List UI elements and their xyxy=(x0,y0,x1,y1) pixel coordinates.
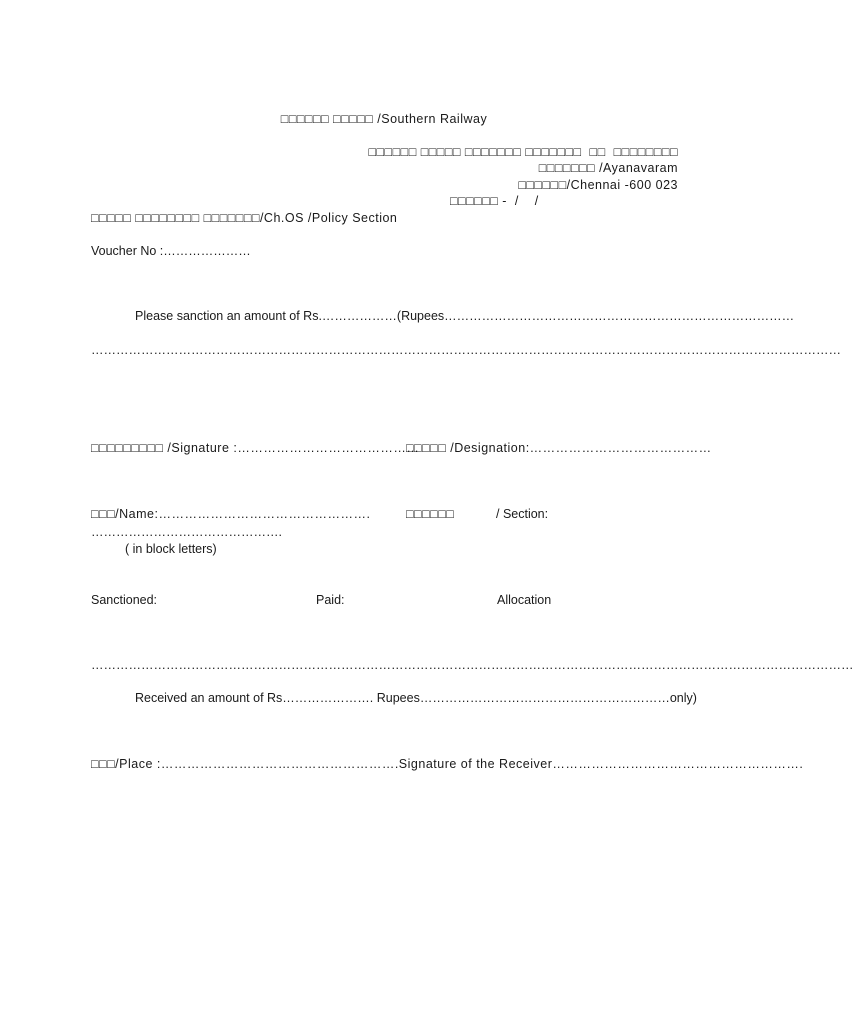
sanction-request-line: Please sanction an amount of Rs.………………(Rupees………………………………………………………………………… xyxy=(135,309,795,323)
name-field: □□□/Name:…………………………………………. xyxy=(91,507,371,521)
office-city: □□□□□□/Chennai -600 023 xyxy=(518,178,678,192)
designation-field: □□□□□ /Designation:…………………………………… xyxy=(406,441,712,455)
paid-label: Paid: xyxy=(316,593,345,607)
signature-field: □□□□□□□□□ /Signature :…………………………………… xyxy=(91,441,420,455)
office-name: □□□□□□ □□□□□ □□□□□□□ □□□□□□□ □□ □□□□□□□□ xyxy=(368,145,678,159)
section-label-local: □□□□□□ xyxy=(406,507,455,521)
place-and-receiver-signature: □□□/Place :……………………………………………….Signature of the Receiver…………………………………………………. xyxy=(91,757,804,771)
separator-line: ………………………………………………………………………………………………………………………………………………………………… xyxy=(91,658,854,672)
section-dots: ………………………………………. xyxy=(91,525,282,539)
block-letters-note: ( in block letters) xyxy=(125,542,217,556)
allocation-label: Allocation xyxy=(497,593,552,607)
document-title: □□□□□□ □□□□□ /Southern Railway xyxy=(280,112,488,126)
section-field: / Section: xyxy=(496,507,549,521)
sanction-continuation-line: ……………………………………………………………………………………………………………………………………………………………… xyxy=(91,343,841,357)
office-locality: □□□□□□□ /Ayanavaram xyxy=(538,161,678,175)
voucher-number-field: Voucher No :………………… xyxy=(91,244,251,258)
date-field: □□□□□□ - / / xyxy=(450,194,539,208)
receipt-line: Received an amount of Rs…………………. Rupees……………………………………………………only) xyxy=(135,691,697,705)
sanctioned-label: Sanctioned: xyxy=(91,593,158,607)
addressee: □□□□□ □□□□□□□□ □□□□□□□/Ch.OS /Policy Section xyxy=(91,211,398,225)
